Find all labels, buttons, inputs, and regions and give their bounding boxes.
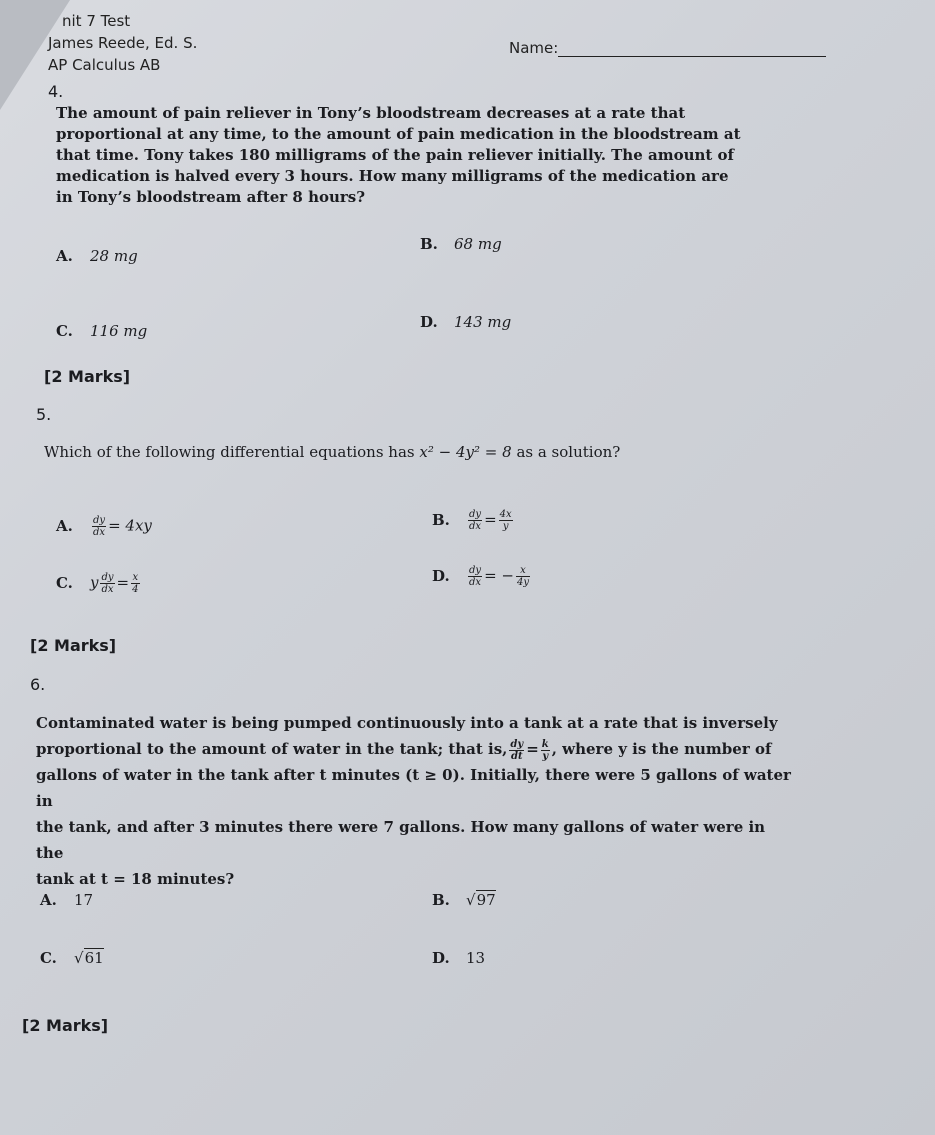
q6-option-b: B. √97 (432, 891, 496, 909)
question-4-marks: [2 Marks] (44, 367, 131, 386)
question-5-marks: [2 Marks] (30, 636, 117, 655)
q6-option-c: C. √61 (40, 949, 104, 967)
question-6-text: Contaminated water is being pumped continuously into a tank at a rate that is inversely proportional to the amount of water in the tank; that is, $\frac{dy}{dt}$ = $\frac{k}{y}$ , where y is the number of gallons of water in the tank after t minutes (t ≥ 0). Initially, there were 5 gallons of water in the tank, and after 3 minutes there were 7 gallons. How many gallons of water were in the tank at t = 18 minutes? (36, 714, 791, 888)
q4-option-c: C. 116 mg (56, 322, 148, 340)
q5-option-a: A. $\frac{dy}{dx}$ = 4xy (56, 515, 152, 538)
teacher-name: James Reede, Ed. S. (48, 34, 198, 52)
course-name: AP Calculus AB (48, 56, 161, 74)
name-field (509, 39, 826, 57)
q5-option-b: B. $\frac{dy}{dx}$ = $\frac{4x}{y}$ (432, 509, 512, 532)
question-6-number: 6. (30, 675, 46, 694)
name-line (558, 42, 826, 57)
name-label: Name: (509, 39, 559, 57)
q6-option-a: A. 17 (40, 891, 94, 909)
q5-option-d: D. $\frac{dy}{dx}$ = − $\frac{x}{4y}$ (432, 565, 529, 588)
question-5-number: 5. (36, 405, 52, 424)
sqrt-symbol: √97 (466, 891, 496, 909)
question-6-marks: [2 Marks] (22, 1016, 109, 1035)
q6-option-d: D. 13 (432, 949, 486, 967)
question-5-text: Which of the following differential equations has x² − 4y² = 8 as a solution? (44, 443, 621, 461)
q5-option-c: C. y $\frac{dy}{dx}$ = $\frac{x}{4}$ (56, 572, 139, 595)
unit-title: nit 7 Test (62, 12, 131, 30)
question-5-equation: x² − 4y² = 8 (419, 443, 512, 461)
q4-option-d: D. 143 mg (420, 313, 512, 331)
sqrt-symbol: √61 (74, 949, 104, 967)
q4-option-a: A. 28 mg (56, 247, 138, 265)
question-4-number: 4. (48, 82, 64, 101)
question-4-text: The amount of pain reliever in Tony’s bloodstream decreases at a rate that proportional at any time, to the amount of pain medication in the bloodstream at that time. Tony takes 180 milligrams of the pain reliever initially. The amount of medication is halved every 3 hours. How many milligrams of the medication are in Tony’s bloodstream after 8 hours? (56, 104, 741, 206)
q4-option-b: B. 68 mg (420, 235, 502, 253)
